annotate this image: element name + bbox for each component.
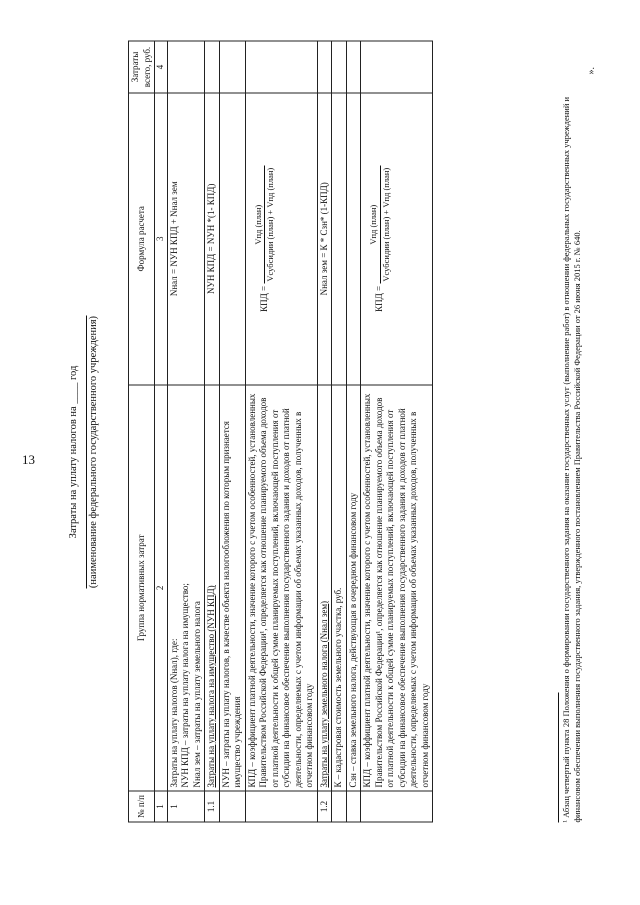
table-row xyxy=(317,41,332,822)
row-num xyxy=(346,791,361,822)
row-formula: NУН КПД = NУН *(1- КПД) xyxy=(205,93,220,385)
row-cost xyxy=(332,41,347,93)
table-header-row xyxy=(129,41,155,822)
row-group-head: Затраты на уплату земельного налога (Nнал зем) xyxy=(317,385,332,791)
table-row xyxy=(361,41,433,822)
row-line: Затраты на уплату налогов (Nнал), где: xyxy=(168,638,179,788)
row-num xyxy=(245,791,317,822)
row-num: 1.2 xyxy=(317,791,332,822)
footnote-divider xyxy=(558,693,559,823)
row-group-head: Затраты на уплату налога на имущество (NУН КПД) xyxy=(205,385,220,791)
formula-lhs: КПД = xyxy=(258,285,269,312)
page-number: 13 xyxy=(22,452,35,467)
row-formula xyxy=(245,93,317,385)
row-cost xyxy=(205,41,220,93)
rotated-page-content xyxy=(20,30,620,875)
row-num: 1.1 xyxy=(205,791,220,822)
fraction-denominator: Vсубсидии (план) + Vпд (план) xyxy=(265,167,275,282)
footnote: ¹ Абзац четвертый пункта 28 Положения о формировании государственного задания на оказание государственных услуг (выполнение работ) в отношении федеральных государственных учреждений и финансовом обеспечении выполнения государственного задания, утвержденного постановлением Правительства Российской Федерации от 26 июня 2015 г. № 640. xyxy=(561,96,582,823)
row-num xyxy=(361,791,433,822)
row-formula xyxy=(219,93,245,385)
index-cell: 1 xyxy=(155,791,168,822)
row-formula xyxy=(332,93,347,385)
fraction-denominator: Vсубсидии (план) + Vпд (план) xyxy=(380,167,391,282)
row-formula xyxy=(346,93,361,385)
table-row xyxy=(332,41,347,822)
cost-table xyxy=(128,41,433,823)
row-cost xyxy=(317,41,332,93)
fraction-numerator: Vпд (план) xyxy=(253,166,266,284)
row-formula xyxy=(361,93,433,385)
row-cost xyxy=(346,41,361,93)
row-group: КПД – коэффициент платной деятельности, значение которого с учетом особенностей, установленных Правительством Российской Федерации¹, определяется как отношение планируемого объема доходов от платной деятельности к общей сумме планируемых поступлений, включающей поступления от субсидии на финансовое обеспечение выполнения государственного задания и доходов от платной деятельности, определяемых с учетом информации об объемах указанных доходов, полученных в отчетном финансовом году xyxy=(245,385,317,791)
table-index-row xyxy=(155,41,168,822)
header-cost: Затраты всего, руб. xyxy=(129,41,155,93)
fraction-numerator: Vпд (план) xyxy=(368,166,381,284)
table-row xyxy=(346,41,361,822)
header-group: Группа нормативных затрат xyxy=(129,385,155,791)
row-line: Nнал зем – затраты на уплату земельного налога xyxy=(191,601,202,788)
formula-lhs: КПД = xyxy=(374,285,385,312)
table-row xyxy=(205,41,220,822)
table-row xyxy=(245,41,317,822)
row-group: NУН – затраты на уплату налогов, в качестве объекта налогообложения по которым признается имущество учреждения xyxy=(219,385,245,791)
row-cost xyxy=(245,41,317,93)
index-cell: 4 xyxy=(155,41,168,93)
header-formula: Формула расчета xyxy=(129,93,155,385)
row-group: К – кадастровая стоимость земельного участка, руб. xyxy=(332,385,347,791)
table-row xyxy=(167,41,205,822)
row-cost xyxy=(219,41,245,93)
row-num: 1 xyxy=(167,791,205,822)
formula-fraction xyxy=(253,166,277,284)
formula-fraction xyxy=(368,166,392,284)
row-group xyxy=(167,385,205,791)
row-num xyxy=(219,791,245,822)
document-subtitle: (наименование федерального государственного учреждения) xyxy=(88,315,99,589)
row-cost xyxy=(361,41,433,93)
closing-quote: ». xyxy=(586,67,597,75)
index-cell: 3 xyxy=(155,93,168,385)
document-title: Затраты на уплату налогов на ____ год xyxy=(68,365,79,539)
row-num xyxy=(332,791,347,822)
header-num: № п/п xyxy=(129,791,155,822)
row-formula: Nнал = NУН КПД + Nнал зем xyxy=(167,93,205,385)
row-formula: Nнал зем = К * Сзн* (1-КПД) xyxy=(317,93,332,385)
row-group: Сзн – ставка земельного налога, действующая в очередном финансовом году xyxy=(346,385,361,791)
row-line: NУН КПД – затраты на уплату налога на имущество; xyxy=(180,583,190,788)
table-row xyxy=(219,41,245,822)
row-group: КПД – коэффициент платной деятельности, значение которого с учетом особенностей, установленных Правительством Российской Федерации¹, определяется как отношение планируемого объема доходов от платной деятельности к общей сумме планируемых поступлений, включающей поступления от субсидии на финансовое обеспечение выполнения государственного задания и доходов от платной деятельности, определяемых с учетом информации об объемах указанных доходов, полученных в отчетном финансовом году xyxy=(361,385,433,791)
index-cell: 2 xyxy=(155,385,168,791)
row-cost xyxy=(167,41,205,93)
